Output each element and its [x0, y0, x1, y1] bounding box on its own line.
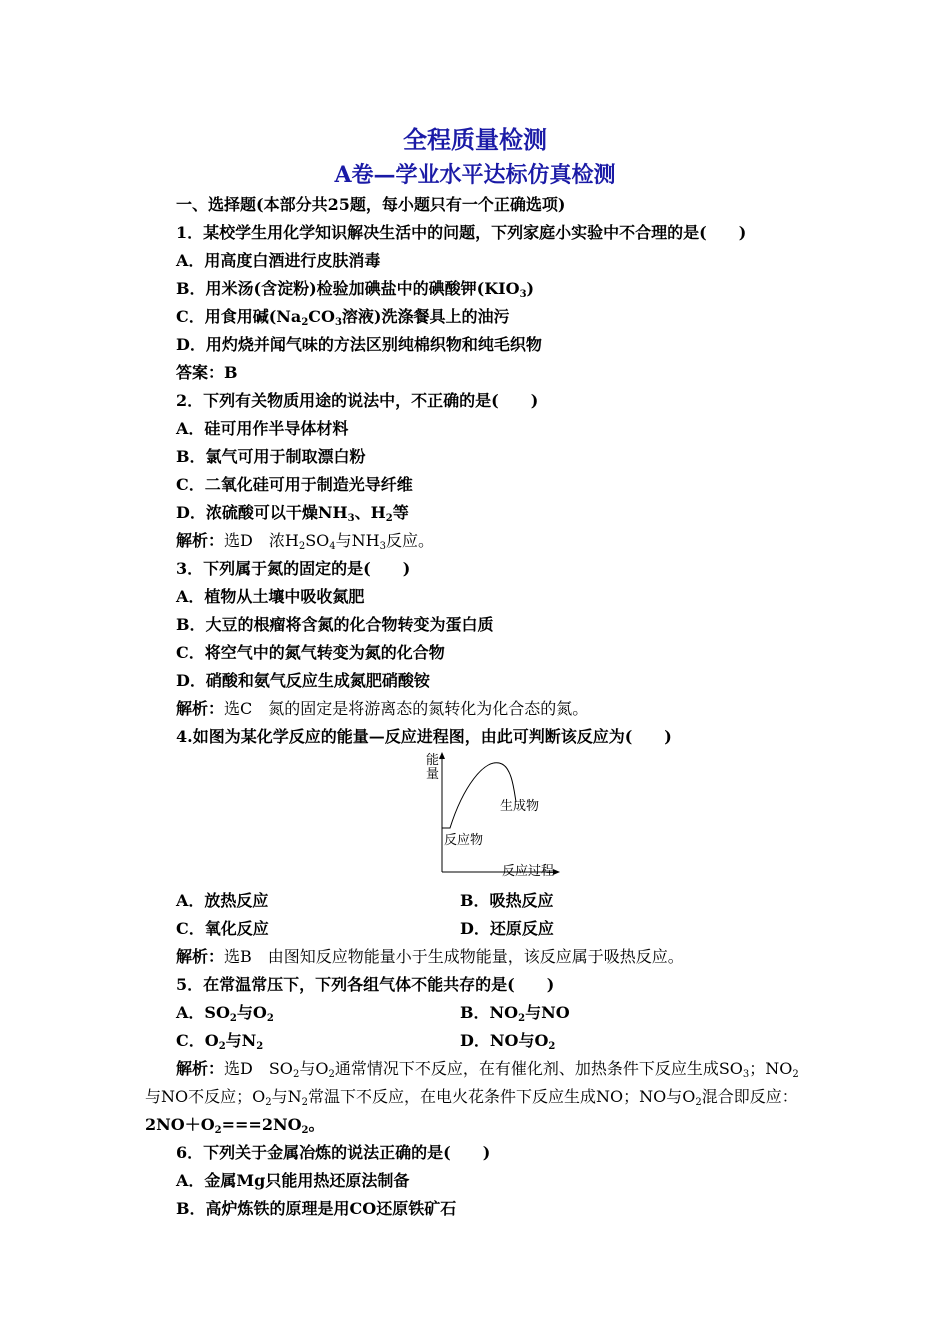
q3-option-a: A．植物从土壤中吸收氮肥 — [176, 587, 365, 606]
q3-option-b: B．大豆的根瘤将含氮的化合物转变为蛋白质 — [176, 615, 494, 634]
q3-option-d: D．硝酸和氨气反应生成氮肥硝酸铵 — [176, 671, 430, 690]
q6-option-b: B．高炉炼铁的原理是用CO还原铁矿石 — [176, 1199, 457, 1218]
q6-stem: 6．下列关于金属冶炼的说法正确的是( ) — [176, 1143, 491, 1162]
reactant-label: 反应物 — [444, 833, 484, 848]
q1-option-b: B．用米汤(含淀粉)检验加碘盐中的碘酸钾$(KIO_3)$ — [176, 279, 535, 300]
q1-option-d: D．用灼烧并闻气味的方法区别纯棉织物和纯毛织物 — [176, 335, 542, 354]
x-axis-arrow-icon — [553, 869, 560, 875]
energy-diagram — [420, 750, 570, 884]
q5-option-b: B．$NO_2$与NO — [460, 1003, 570, 1024]
page-subtitle: A卷—学业水平达标仿真检测 — [334, 162, 616, 188]
q2-stem: 2．下列有关物质用途的说法中，不正确的是( ) — [176, 391, 539, 410]
q3-stem: 3．下列属于氮的固定的是( ) — [176, 559, 411, 578]
q3-option-c: C．将空气中的氮气转变为氮的化合物 — [176, 643, 445, 662]
q2-explanation: 解析：选D 浓$H_2SO_4$与$NH_3$反应。 — [176, 531, 434, 552]
q1-option-c: C．用食用碱($Na_2CO_3$溶液)洗涤餐具上的油污 — [176, 307, 510, 328]
q4-option-b: B．吸热反应 — [460, 891, 554, 910]
q1-stem: 1．某校学生用化学知识解决生活中的问题，下列家庭小实验中不合理的是( ) — [176, 223, 747, 242]
q6-option-a: A．金属Mg只能用热还原法制备 — [176, 1171, 410, 1190]
q5-explanation-line1: 解析：选D $SO_2$与$O_2$通常情况下不反应，在有催化剂、加热条件下反应生成$SO_3$；$NO_2$ — [176, 1059, 799, 1080]
q5-stem: 5．在常温常压下，下列各组气体不能共存的是( ) — [176, 975, 555, 994]
energy-curve — [442, 763, 516, 828]
q5-explanation-line3: $2NO+O_2===2NO_2$。 — [145, 1115, 325, 1136]
x-label: 反应过程 — [502, 864, 555, 879]
q5-explanation-line2: 与NO不反应；$O_2$与$N_2$常温下不反应，在电火花条件下反应生成NO；NO与$O_2$混合即反应： — [145, 1087, 798, 1108]
q2-option-a: A．硅可用作半导体材料 — [176, 419, 349, 438]
q2-option-d: D．浓硫酸可以干燥$NH_3$、$H_2$等 — [176, 503, 409, 524]
y-label-2: 量 — [426, 767, 440, 782]
q2-option-c: C．二氧化硅可用于制造光导纤维 — [176, 475, 413, 494]
q4-option-d: D．还原反应 — [460, 919, 554, 938]
q1-option-a: A．用高度白酒进行皮肤消毒 — [176, 251, 381, 270]
q5-option-a: A．$SO_2$与$O_2$ — [176, 1003, 274, 1024]
page-title: 全程质量检测 — [403, 125, 547, 154]
q2-option-b: B．氯气可用于制取漂白粉 — [176, 447, 366, 466]
q5-option-d: D．NO与$O_2$ — [460, 1031, 556, 1052]
q4-explanation: 解析：选B 由图知反应物能量小于生成物能量，该反应属于吸热反应。 — [176, 947, 684, 966]
q4-option-c: C．氧化反应 — [176, 919, 269, 938]
q3-explanation: 解析：选C 氮的固定是将游离态的氮转化为化合态的氮。 — [176, 699, 589, 718]
product-label: 生成物 — [500, 799, 540, 814]
q1-answer: 答案：B — [176, 363, 238, 382]
section-heading: 一、选择题(本部分共25题，每小题只有一个正确选项) — [176, 195, 566, 214]
q4-stem: 4.如图为某化学反应的能量—反应进程图，由此可判断该反应为( ) — [176, 727, 672, 746]
y-axis-arrow-icon — [439, 752, 445, 759]
y-label-1: 能 — [426, 753, 440, 768]
q4-option-a: A．放热反应 — [176, 891, 269, 910]
q5-option-c: C．$O_2$与$N_2$ — [176, 1031, 264, 1052]
